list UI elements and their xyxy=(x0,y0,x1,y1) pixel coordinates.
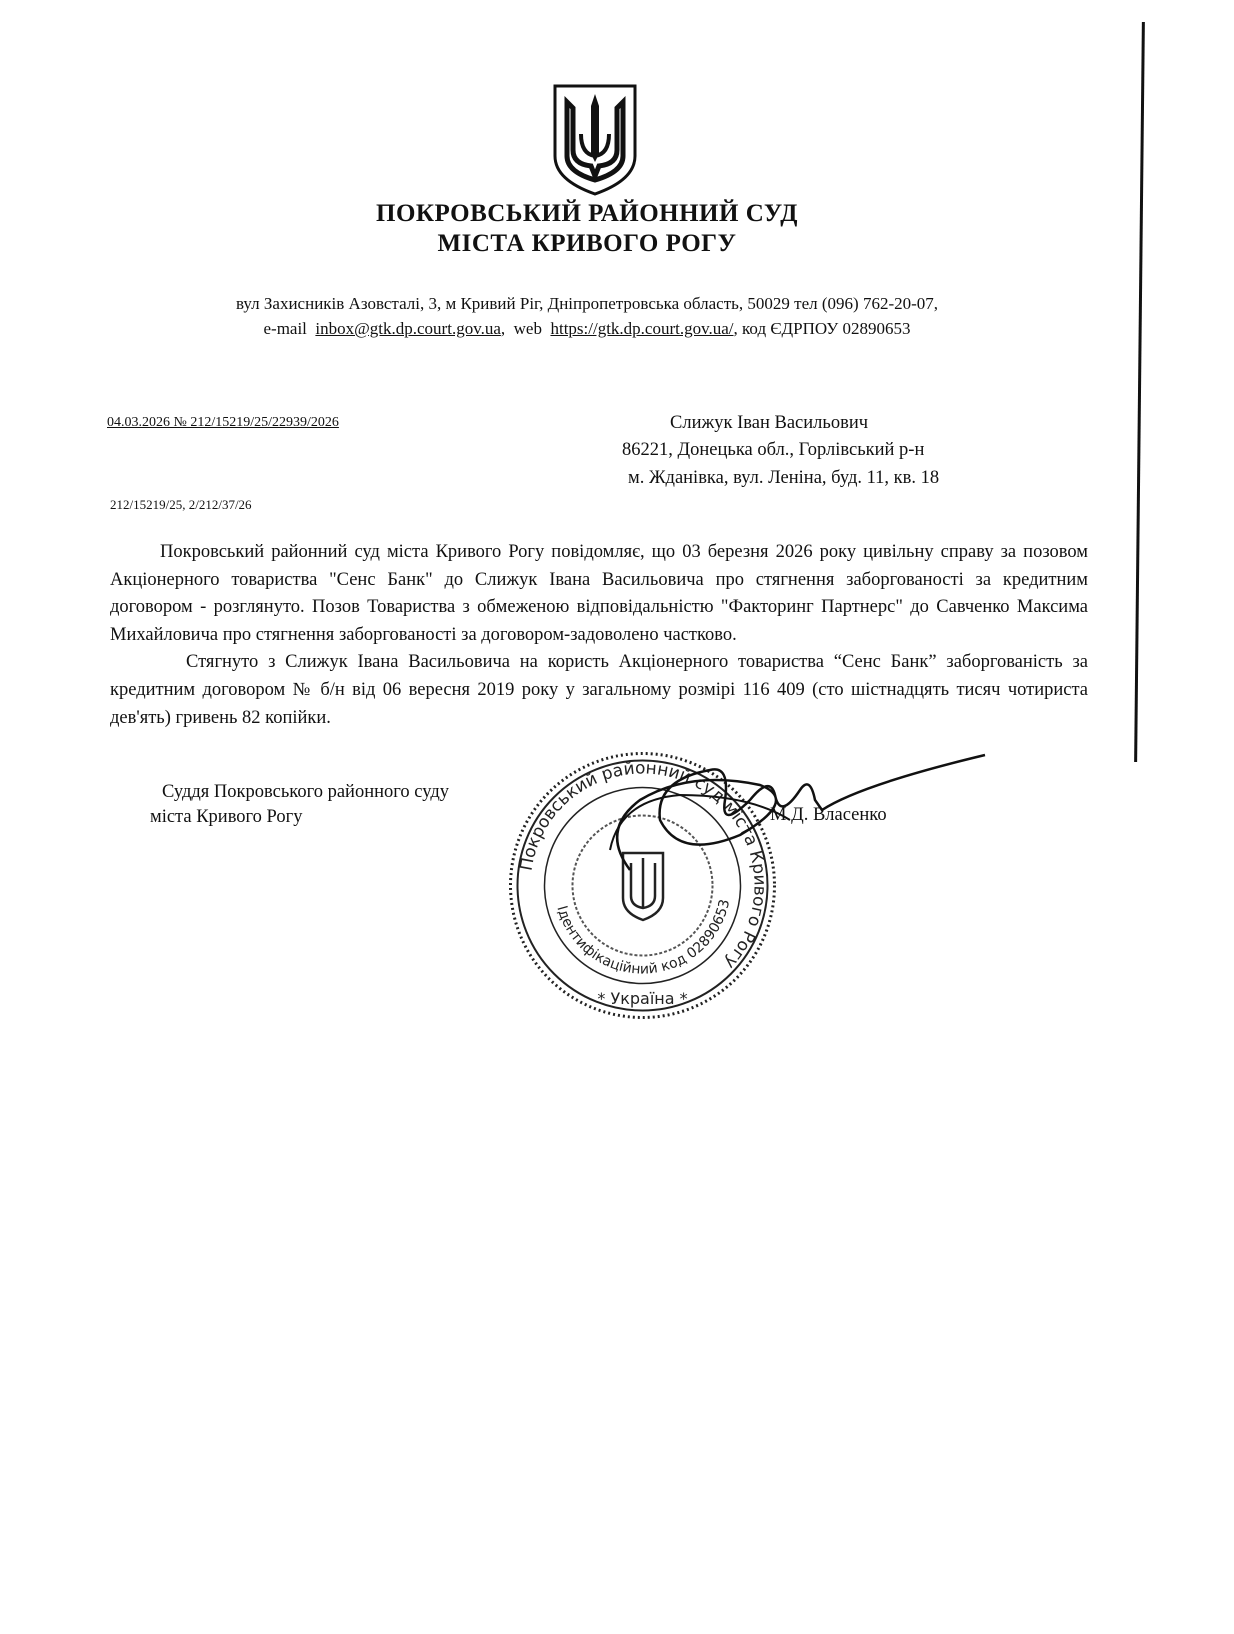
letter-body xyxy=(110,539,1088,732)
web-link[interactable]: https://gtk.dp.court.gov.ua/ xyxy=(550,319,734,338)
signer-position-line1: Суддя Покровського районного суду xyxy=(162,782,449,802)
stamp-inner-text: Ідентифікаційний код 02890653 xyxy=(553,897,734,978)
trident-coat-of-arms-icon xyxy=(553,84,637,196)
stamp-outer-text: Покровський районний суд міста Кривого Рогу xyxy=(516,758,770,973)
body-paragraph-2: Стягнуто з Слижук Івана Васильовича на користь Акціонерного товариства “Сенс Банк” заборгованість за кредитним договором № б/н від 06 вересня 2019 року у загальному розмірі 116 409 (сто шістнадцять тисяч чотириста дев'ять) гривень 82 копійки. xyxy=(110,652,1088,728)
addressee-address-line1: 86221, Донецька обл., Горлівський р-н xyxy=(622,440,925,460)
addressee-name: Слижук Іван Васильович xyxy=(670,413,869,433)
handwritten-signature xyxy=(560,740,990,890)
case-numbers: 212/15219/25, 2/212/37/26 xyxy=(110,497,252,512)
scan-edge-line xyxy=(1134,22,1145,762)
outgoing-date-number: 04.03.2026 № 212/15219/25/22939/2026 xyxy=(107,415,339,430)
signer-position-line2: міста Кривого Рогу xyxy=(150,807,303,827)
court-contacts: e-mail inbox@gtk.dp.court.gov.ua, web https://gtk.dp.court.gov.ua/, код ЄДРПОУ 02890653 xyxy=(263,319,911,338)
email-link[interactable]: inbox@gtk.dp.court.gov.ua xyxy=(315,319,501,338)
judge-name: М Д. Власенко xyxy=(770,805,887,825)
edrpou-code: код ЄДРПОУ 02890653 xyxy=(742,319,911,338)
court-name-line1: ПОКРОВСЬКИЙ РАЙОННИЙ СУД xyxy=(376,200,798,227)
court-address: вул Захисників Азовсталі, 3, м Кривий Ріг, Дніпропетровська область, 50029 тел (096) 762-20-07, xyxy=(235,294,939,313)
svg-text:Ідентифікаційний код 02890653 xyxy=(553,898,733,978)
court-name-line2: МІСТА КРИВОГО РОГУ xyxy=(437,230,737,257)
web-label: web xyxy=(513,319,542,338)
addressee-address-line2: м. Жданівка, вул. Леніна, буд. 11, кв. 18 xyxy=(628,468,940,488)
email-label: e-mail xyxy=(263,319,307,338)
body-paragraph-1: Покровський районний суд міста Кривого Рогу повідомляє, що 03 березня 2026 року цивільну справу за позовом Акціонерного товариства "Сенс Банк" до Слижук Івана Васильовича про стягнення заборгованості за кредитним договором - розглянуто. Позов Товариства з обмеженою відповідальністю "Факторинг Партнерс" до Савченко Максима Михайловича про стягнення заборгованості за договором-задоволено частково. xyxy=(110,542,1088,645)
stamp-bottom-text: * Україна * xyxy=(597,989,688,1008)
